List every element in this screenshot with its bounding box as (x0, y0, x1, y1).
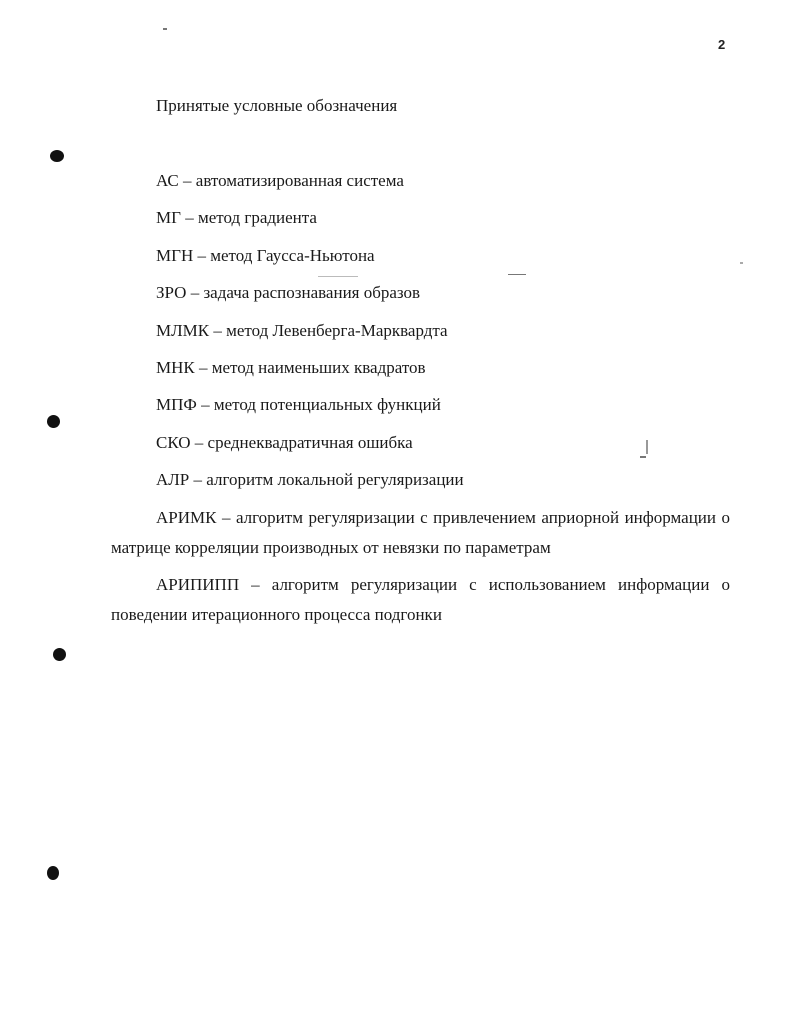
punch-hole (50, 150, 64, 162)
abbreviation-item: МГН – метод Гаусса-Ньютона (156, 245, 375, 265)
abbreviation-item: АЛР – алгоритм локальной регуляризации (156, 470, 464, 490)
abbreviation-list (156, 170, 464, 507)
punch-hole (47, 415, 60, 428)
scan-speck (640, 456, 646, 458)
abbreviation-item: МНК – метод наименьших квадратов (156, 357, 426, 377)
abbreviation-paragraph: АРИМК – алгоритм регуляризации с привлечением априорной информации о матрице корреляции производных от невязки по параметрам (111, 508, 730, 557)
page-title: Принятые условные обозначения (156, 96, 398, 115)
scan-speck (318, 276, 358, 277)
abbreviation-item: МЛМК – метод Левенберга-Марквардта (156, 320, 448, 340)
abbreviation-item: АС – автоматизированная система (156, 171, 404, 190)
abbreviation-item: МГ – метод градиента (156, 208, 317, 228)
scan-speck (508, 274, 526, 275)
punch-hole (47, 866, 59, 880)
abbreviation-item: СКО – среднеквадратичная ошибка (156, 432, 413, 452)
punch-hole (53, 648, 66, 661)
scan-speck (163, 28, 167, 30)
scan-speck (646, 440, 648, 454)
abbreviation-paragraph: АРИПИПП – алгоритм регуляризации с использованием информации о поведении итерационного процесса подгонки (111, 575, 730, 624)
page-number: 2 (718, 37, 726, 52)
abbreviation-item: ЗРО – задача распознавания образов (156, 283, 421, 303)
abbreviation-item: МПФ – метод потенциальных функций (156, 395, 441, 415)
scan-speck (740, 262, 743, 264)
